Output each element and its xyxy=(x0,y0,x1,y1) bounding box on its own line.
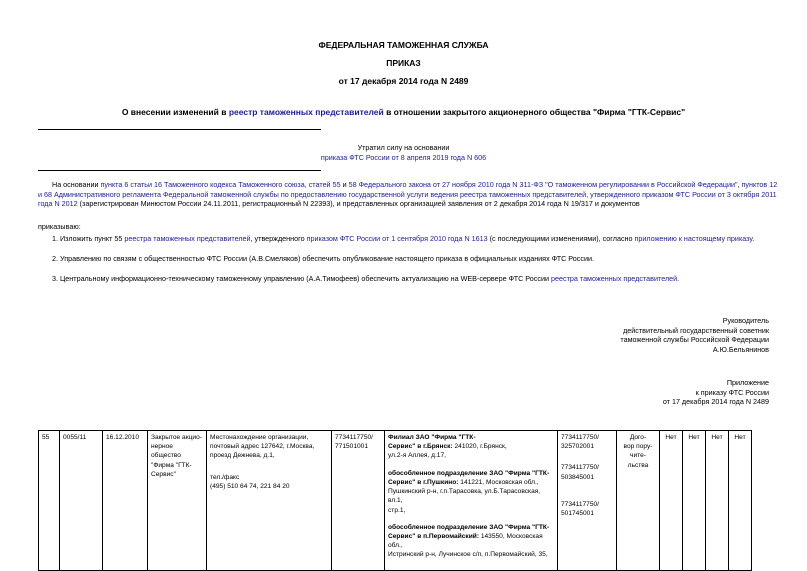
branch-3-address: 143550, Московская обл., Истринский р-н, Лучинское с/п, п.Первомайский, 35, xyxy=(388,532,548,559)
status-revocation-link[interactable]: приказа ФТС России от 8 апреля 2019 года N 606 xyxy=(320,153,487,162)
registry-entry-table xyxy=(38,430,752,571)
signature-service: таможенной службы Российской Федерации xyxy=(620,335,769,345)
branch-3-name: обособленное подразделение ЗАО "Фирма "ГТК- Сервис" в п.Первомайский: xyxy=(388,523,550,540)
preamble xyxy=(38,180,778,209)
item1-text-1: 1. Изложить пункт 55 xyxy=(52,234,125,243)
appendix-header xyxy=(663,378,769,407)
item1-text-3: (с последующими изменениями), согласно xyxy=(487,234,635,243)
appendix-label: Приложение xyxy=(726,378,769,387)
company-address: Местонахождение организации, почтовый адрес 127642, г.Москва, проезд Дежнева, д.1, xyxy=(210,434,315,460)
divider-top xyxy=(38,129,321,130)
cell-reg-no: 0055/11 xyxy=(60,431,103,571)
preamble-text-2: и xyxy=(340,180,349,189)
item3-text-2: . xyxy=(677,274,680,283)
cell-inn-kpp: 7734117750/ 771501001 xyxy=(332,431,385,571)
branch-1-address: 241020, г.Брянск, ул.2-я Аллея, д.17, xyxy=(388,443,507,460)
cell-flag-3: Нет xyxy=(706,431,729,571)
order-item-1 xyxy=(38,234,778,244)
cell-flag-2: Нет xyxy=(683,431,706,571)
preamble-text-4: (зарегистрирован Минюстом России 24.11.2011, регистрационный N 22393), и представленных организацией заявления от 2 декабря 2014 года N 19/317 и документов xyxy=(77,199,640,209)
cell-address xyxy=(207,431,332,571)
cell-company: Закрытое акцио- нерное общество "Фирма "ГТК- Сервис" xyxy=(148,431,207,571)
order-word: приказываю: xyxy=(38,222,81,231)
item3-registry-link[interactable]: реестра таможенных представителей xyxy=(550,274,678,283)
item1-appendix-link[interactable]: приложению к настоящему приказу xyxy=(634,234,753,243)
document-date-number: от 17 декабря 2014 года N 2489 xyxy=(338,76,469,86)
divider-bottom xyxy=(38,170,321,171)
branch-3-code: 7734117750/ 501745001 xyxy=(561,500,600,518)
cell-branch-codes xyxy=(558,431,617,571)
branch-2 xyxy=(388,469,554,515)
cell-flag-1: Нет xyxy=(660,431,683,571)
company-phone: тел./факс (495) 510 64 74, 221 84 20 xyxy=(210,473,290,490)
cell-num: 55 xyxy=(39,431,60,571)
branch-2-name: обособленное подразделение ЗАО "Фирма "ГТК- Сервис" в г.Пушкино: xyxy=(388,469,550,486)
signature-name: А.Ю.Бельянинов xyxy=(712,345,769,355)
signature-role: Руководитель xyxy=(722,316,769,325)
signature-block xyxy=(620,316,769,355)
cell-branches xyxy=(385,431,558,571)
item3-text-1: 3. Центральному информационно-техническому таможенному управлению (А.А.Тимофеев) обеспечить актуализацию на WEB-сервере ФТС России xyxy=(52,274,551,283)
title-suffix: в отношении закрытого акционерного общества "Фирма "ГТК-Сервис" xyxy=(383,107,686,117)
cell-flag-4: Нет xyxy=(729,431,752,571)
document-title xyxy=(0,107,807,118)
preamble-link-federal-law[interactable]: 58 Федерального закона от 27 ноября 2010 года N 311-ФЗ "О таможенном регулировании в Российской Федерации" xyxy=(348,180,738,189)
branch-2-code: 7734117750/ 503845001 xyxy=(561,464,600,481)
item1-text-2: , утвержденного xyxy=(250,234,307,243)
branch-1-name: Филиал ЗАО "Фирма "ГТК- Сервис" в г.Брянск: xyxy=(388,434,476,451)
table-row xyxy=(39,431,752,571)
preamble-text-1: На основании xyxy=(52,180,101,189)
cell-date: 16.12.2010 xyxy=(103,431,148,571)
branch-1-code: 7734117750/ 325702001 xyxy=(561,434,600,451)
item1-registry-link[interactable]: реестра таможенных представителей xyxy=(124,234,251,243)
title-registry-link[interactable]: реестр таможенных представителей xyxy=(228,107,384,117)
preamble-link-regulation[interactable]: пунктов 12 и 68 Административного регламента Федеральной таможенной службы по предоставлению государственной услуги ведения реестра таможенных представителей, утвержденного приказом ФТС России от 3 октября 2011 года N 2012 xyxy=(38,180,778,209)
preamble-text-3: , xyxy=(737,180,742,189)
item1-text-4: . xyxy=(752,234,755,243)
item2-text: 2. Управлению по связям с общественностью ФТС России (А.В.Смеляков) обеспечить опубликование настоящего приказа в официальных изданиях ФТС России. xyxy=(52,254,594,263)
preamble-link-customs-code[interactable]: пункта 6 статьи 16 Таможенного кодекса Таможенного союза, статей 55 xyxy=(100,180,341,189)
cell-guarantee: Дого- вор пору- чите- льства xyxy=(617,431,660,571)
branch-1 xyxy=(388,433,554,461)
branch-3 xyxy=(388,523,554,560)
order-item-2 xyxy=(38,254,778,264)
agency-name: ФЕДЕРАЛЬНАЯ ТАМОЖЕННАЯ СЛУЖБА xyxy=(318,40,489,50)
status-line: Утратил силу на основании xyxy=(357,143,450,152)
item1-order-link[interactable]: приказом ФТС России от 1 сентября 2010 года N 1613 xyxy=(306,234,488,243)
appendix-date: от 17 декабря 2014 года N 2489 xyxy=(662,397,769,407)
appendix-ref: к приказу ФТС России xyxy=(695,387,769,397)
branch-2-address: 141221, Московская обл., Пушкинский р-н, г.п.Тарасовка, ул.Б.Тарасовская, вл.1, стр.1, xyxy=(388,478,541,514)
order-item-3 xyxy=(38,274,778,284)
title-prefix: О внесении изменений в xyxy=(121,107,229,117)
document-type: ПРИКАЗ xyxy=(386,58,421,68)
signature-rank: действительный государственный советник xyxy=(623,325,769,335)
